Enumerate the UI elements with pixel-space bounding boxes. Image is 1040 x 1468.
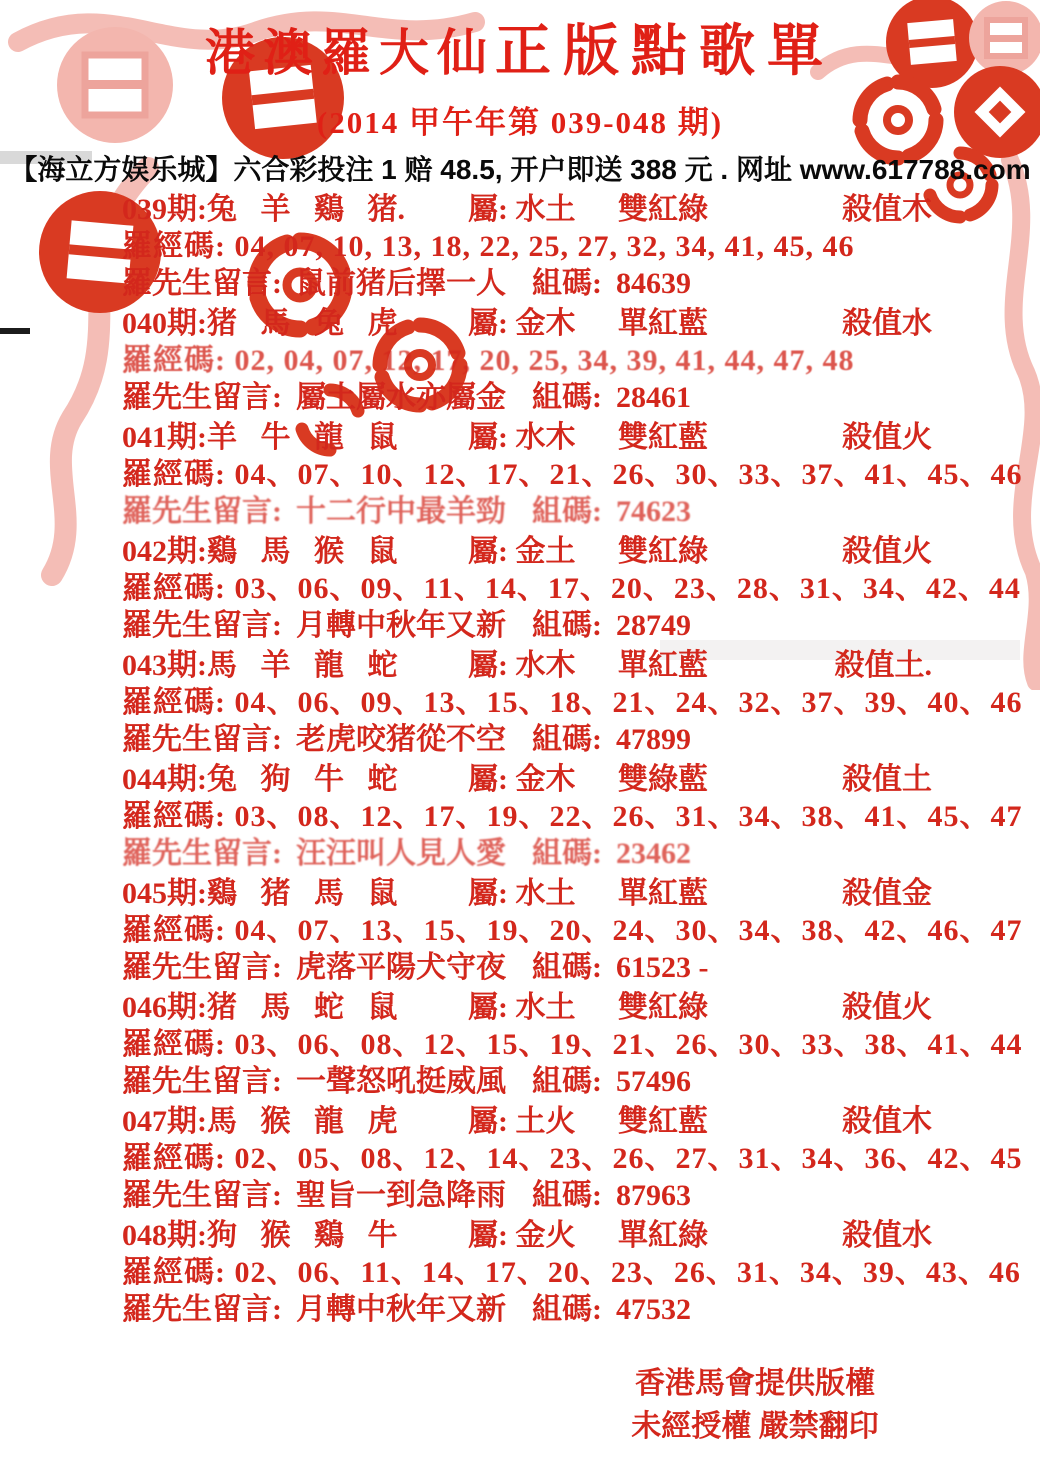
message-label: 羅先生留言: xyxy=(122,723,282,756)
message-text: 汪汪叫人見人愛 xyxy=(296,837,506,870)
compass-codes: 02、06、11、14、17、20、23、26、31、34、39、43、46 xyxy=(234,1256,1021,1289)
spacer xyxy=(282,381,296,415)
spacer xyxy=(602,495,616,529)
compass-codes-row xyxy=(122,1256,1021,1290)
message-text: 月轉中秋年又新 xyxy=(296,1293,506,1326)
spacer xyxy=(506,723,532,757)
compass-codes: 04、07、13、15、19、20、24、30、34、38、42、46、47 xyxy=(234,914,1023,947)
period-label: 048期: xyxy=(122,1219,207,1252)
compass-code-label: 羅經碼: xyxy=(122,686,226,719)
spacer xyxy=(602,609,616,643)
message-row xyxy=(122,1293,932,1327)
spacer xyxy=(506,267,532,301)
element-attribute: 屬: 金木 xyxy=(468,763,576,796)
period-label: 040期: xyxy=(122,307,207,340)
message-label: 羅先生留言: xyxy=(122,1179,282,1212)
spacer xyxy=(282,609,296,643)
animals-list: 羊 牛 龍 鼠 xyxy=(207,421,398,454)
page-title xyxy=(0,22,1040,83)
element-attribute: 屬: 水木 xyxy=(468,649,576,682)
period-label: 041期: xyxy=(122,421,207,454)
message-label: 羅先生留言: xyxy=(122,609,282,642)
footer-copyright: 香港馬會提供版權 xyxy=(635,1367,875,1400)
spacer xyxy=(506,951,532,985)
spacer xyxy=(602,1065,616,1099)
kill-value: 殺值水 xyxy=(842,1219,932,1252)
compass-codes-row xyxy=(122,572,1021,606)
period-section xyxy=(122,874,1023,988)
compass-code-label: 羅經碼: xyxy=(122,1028,226,1061)
period-and-animals xyxy=(122,421,468,455)
compass-codes: 04、07、10、12、17、21、26、30、33、37、41、45、46 xyxy=(234,458,1023,491)
period-list xyxy=(122,190,1023,1330)
period-section xyxy=(122,418,1023,532)
compass-codes: 04, 07, 10, 13, 18, 22, 25, 27, 32, 34, 41, 45, 46 xyxy=(234,230,855,263)
compass-codes-row xyxy=(122,914,1023,948)
spacer xyxy=(506,1065,532,1099)
spacer xyxy=(602,723,616,757)
spacer xyxy=(602,1179,616,1213)
compass-code-label: 羅經碼: xyxy=(122,914,226,947)
group-code-label: 組碼: xyxy=(532,495,602,528)
compass-codes-row xyxy=(122,1142,1023,1176)
period-head-row xyxy=(122,1219,932,1253)
group-code-value: 84639 xyxy=(616,267,691,300)
message-text: 聖旨一到急降雨 xyxy=(296,1179,506,1212)
group-code-label: 組碼: xyxy=(532,267,602,300)
period-and-animals xyxy=(122,763,468,797)
period-and-animals xyxy=(122,307,468,341)
group-code-value: 74623 xyxy=(616,495,691,528)
compass-codes-row xyxy=(122,230,932,264)
period-label: 046期: xyxy=(122,991,207,1024)
color-attribute: 雙紅綠 xyxy=(618,193,708,226)
spacer xyxy=(602,381,616,415)
period-label: 042期: xyxy=(122,535,207,568)
message-label: 羅先生留言: xyxy=(122,381,282,414)
period-head-row xyxy=(122,1105,932,1139)
group-code-value: 23462 xyxy=(616,837,691,870)
message-label: 羅先生留言: xyxy=(122,951,282,984)
group-code-label: 組碼: xyxy=(532,1065,602,1098)
compass-codes: 02、05、08、12、14、23、26、27、31、34、36、42、45 xyxy=(234,1142,1023,1175)
kill-value: 殺值土 xyxy=(842,763,932,796)
message-label: 羅先生留言: xyxy=(122,495,282,528)
period-head-row xyxy=(122,421,932,455)
period-head-row xyxy=(122,535,932,569)
animals-list: 馬 猴 龍 虎 xyxy=(207,1105,398,1138)
message-label: 羅先生留言: xyxy=(122,837,282,870)
spacer xyxy=(282,951,296,985)
group-code-label: 組碼: xyxy=(532,723,602,756)
spacer xyxy=(506,609,532,643)
group-code-value: 61523 - xyxy=(616,951,709,984)
compass-code-label: 羅經碼: xyxy=(122,1142,226,1175)
spacer xyxy=(602,837,616,871)
kill-value: 殺值火 xyxy=(842,991,932,1024)
period-section xyxy=(122,304,932,418)
message-row xyxy=(122,1179,932,1213)
period-and-animals xyxy=(122,649,468,683)
group-code-value: 87963 xyxy=(616,1179,691,1212)
scan-streak xyxy=(0,328,30,334)
period-and-animals xyxy=(122,991,468,1025)
period-head-row xyxy=(122,193,932,227)
element-attribute: 屬: 水土 xyxy=(468,877,576,910)
spacer xyxy=(602,267,616,301)
message-row xyxy=(122,381,932,415)
group-code-value: 57496 xyxy=(616,1065,691,1098)
period-and-animals xyxy=(122,535,468,569)
compass-code-label: 羅經碼: xyxy=(122,572,226,605)
period-section xyxy=(122,646,1023,760)
compass-codes: 03、06、09、11、14、17、20、23、28、31、34、42、44 xyxy=(234,572,1021,605)
spacer xyxy=(506,837,532,871)
spacer xyxy=(506,495,532,529)
message-label: 羅先生留言: xyxy=(122,1293,282,1326)
compass-code-label: 羅經碼: xyxy=(122,458,226,491)
element-attribute: 屬: 金土 xyxy=(468,535,576,568)
page-subtitle: (2014 甲午年第 039-048 期) xyxy=(316,105,724,140)
color-attribute: 雙紅綠 xyxy=(618,991,708,1024)
color-attribute: 雙紅藍 xyxy=(618,1105,708,1138)
message-text: 老虎咬猪從不空 xyxy=(296,723,506,756)
spacer xyxy=(506,381,532,415)
period-and-animals xyxy=(122,877,468,911)
compass-codes-row xyxy=(122,686,1023,720)
spacer xyxy=(282,495,296,529)
element-attribute: 屬: 金火 xyxy=(468,1219,576,1252)
kill-value: 殺值火 xyxy=(842,421,932,454)
animals-list: 狗 猴 鷄 牛 xyxy=(207,1219,398,1252)
message-row xyxy=(122,951,932,985)
message-text: 屬土屬水亦屬金 xyxy=(296,381,506,414)
color-attribute: 雙紅綠 xyxy=(618,535,708,568)
group-code-label: 組碼: xyxy=(532,609,602,642)
message-text: 月轉中秋年又新 xyxy=(296,609,506,642)
spacer xyxy=(602,951,616,985)
animals-list: 猪 馬 兔 虎 xyxy=(207,307,398,340)
spacer xyxy=(282,837,296,871)
message-label: 羅先生留言: xyxy=(122,1065,282,1098)
compass-code-label: 羅經碼: xyxy=(122,800,226,833)
spacer xyxy=(282,723,296,757)
period-head-row xyxy=(122,877,932,911)
group-code-label: 組碼: xyxy=(532,837,602,870)
color-attribute: 雙綠藍 xyxy=(618,763,708,796)
message-row xyxy=(122,609,932,643)
animals-list: 兔 狗 牛 蛇 xyxy=(207,763,398,796)
message-row xyxy=(122,723,932,757)
period-head-row xyxy=(122,307,932,341)
animals-list: 兔 羊 鷄 猪. xyxy=(207,193,405,226)
period-head-row xyxy=(122,649,932,683)
period-label: 043期: xyxy=(122,649,207,682)
period-section xyxy=(122,1216,1021,1330)
message-row xyxy=(122,495,932,529)
animals-list: 馬 羊 龍 蛇 xyxy=(207,649,398,682)
color-attribute: 單紅綠 xyxy=(618,1219,708,1252)
period-label: 044期: xyxy=(122,763,207,796)
spacer xyxy=(602,1293,616,1327)
element-attribute: 屬: 金木 xyxy=(468,307,576,340)
message-row xyxy=(122,267,932,301)
period-section xyxy=(122,988,1023,1102)
color-attribute: 單紅藍 xyxy=(618,649,708,682)
footer xyxy=(615,1362,895,1448)
spacer xyxy=(282,1179,296,1213)
spacer xyxy=(282,267,296,301)
compass-codes: 03、06、08、12、15、19、21、26、30、33、38、41、44 xyxy=(234,1028,1023,1061)
period-and-animals xyxy=(122,1219,468,1253)
kill-value: 殺值水 xyxy=(842,307,932,340)
footer-warning: 未經授權 嚴禁翻印 xyxy=(631,1410,879,1443)
group-code-label: 組碼: xyxy=(532,1179,602,1212)
message-label: 羅先生留言: xyxy=(122,267,282,300)
group-code-label: 組碼: xyxy=(532,381,602,414)
period-section xyxy=(122,760,1023,874)
period-section xyxy=(122,1102,1023,1216)
element-attribute: 屬: 水土 xyxy=(468,193,576,226)
kill-value: 殺值木 xyxy=(842,193,932,226)
period-section xyxy=(122,190,932,304)
group-code-value: 28461 xyxy=(616,381,691,414)
compass-codes-row xyxy=(122,800,1023,834)
message-text: 虎落平陽犬守夜 xyxy=(296,951,506,984)
message-text: 十二行中最羊勁 xyxy=(296,495,506,528)
period-label: 039期: xyxy=(122,193,207,226)
group-code-value: 47899 xyxy=(616,723,691,756)
compass-codes: 04、06、09、13、15、18、21、24、32、37、39、40、46 xyxy=(234,686,1023,719)
compass-codes-row xyxy=(122,1028,1023,1062)
group-code-label: 組碼: xyxy=(532,951,602,984)
compass-codes: 02, 04, 07, 12, 17, 20, 25, 34, 39, 41, 44, 47, 48 xyxy=(234,344,855,377)
period-label: 047期: xyxy=(122,1105,207,1138)
compass-code-label: 羅經碼: xyxy=(122,230,226,263)
period-section xyxy=(122,532,1021,646)
compass-code-label: 羅經碼: xyxy=(122,1256,226,1289)
color-attribute: 單紅藍 xyxy=(618,307,708,340)
group-code-value: 28749 xyxy=(616,609,691,642)
kill-value: 殺值火 xyxy=(842,535,932,568)
period-and-animals xyxy=(122,193,468,227)
kill-value: 殺值木 xyxy=(842,1105,932,1138)
element-attribute: 屬: 水木 xyxy=(468,421,576,454)
color-attribute: 雙紅藍 xyxy=(618,421,708,454)
kill-value: 殺值金 xyxy=(842,877,932,910)
animals-list: 猪 馬 蛇 鼠 xyxy=(207,991,398,1024)
group-code-label: 組碼: xyxy=(532,1293,602,1326)
compass-codes: 03、08、12、17、19、22、26、31、34、38、41、45、47 xyxy=(234,800,1023,833)
period-head-row xyxy=(122,991,932,1025)
spacer xyxy=(282,1293,296,1327)
compass-codes-row xyxy=(122,344,932,378)
kill-value: 殺值土. xyxy=(834,649,932,682)
element-attribute: 屬: 水土 xyxy=(468,991,576,1024)
spacer xyxy=(506,1179,532,1213)
color-attribute: 單紅藍 xyxy=(618,877,708,910)
page-title-left: 港澳羅大仙 xyxy=(205,25,495,81)
element-attribute: 屬: 土火 xyxy=(468,1105,576,1138)
period-and-animals xyxy=(122,1105,468,1139)
ad-banner: 【海立方娱乐城】六合彩投注 1 赔 48.5, 开户即送 388 元 . 网址 www.617788.com xyxy=(9,154,1031,185)
message-text: 一聲怒吼挺威風 xyxy=(296,1065,506,1098)
period-head-row xyxy=(122,763,932,797)
period-label: 045期: xyxy=(122,877,207,910)
message-row xyxy=(122,1065,932,1099)
animals-list: 鷄 猪 馬 鼠 xyxy=(207,877,398,910)
message-row xyxy=(122,837,932,871)
spacer xyxy=(282,1065,296,1099)
message-text: 鼠前猪后擇一人 xyxy=(296,267,506,300)
spacer xyxy=(506,1293,532,1327)
compass-code-label: 羅經碼: xyxy=(122,344,226,377)
compass-codes-row xyxy=(122,458,1023,492)
page-title-right: 正版點歌單 xyxy=(495,21,835,83)
group-code-value: 47532 xyxy=(616,1293,691,1326)
animals-list: 鷄 馬 猴 鼠 xyxy=(207,535,398,568)
